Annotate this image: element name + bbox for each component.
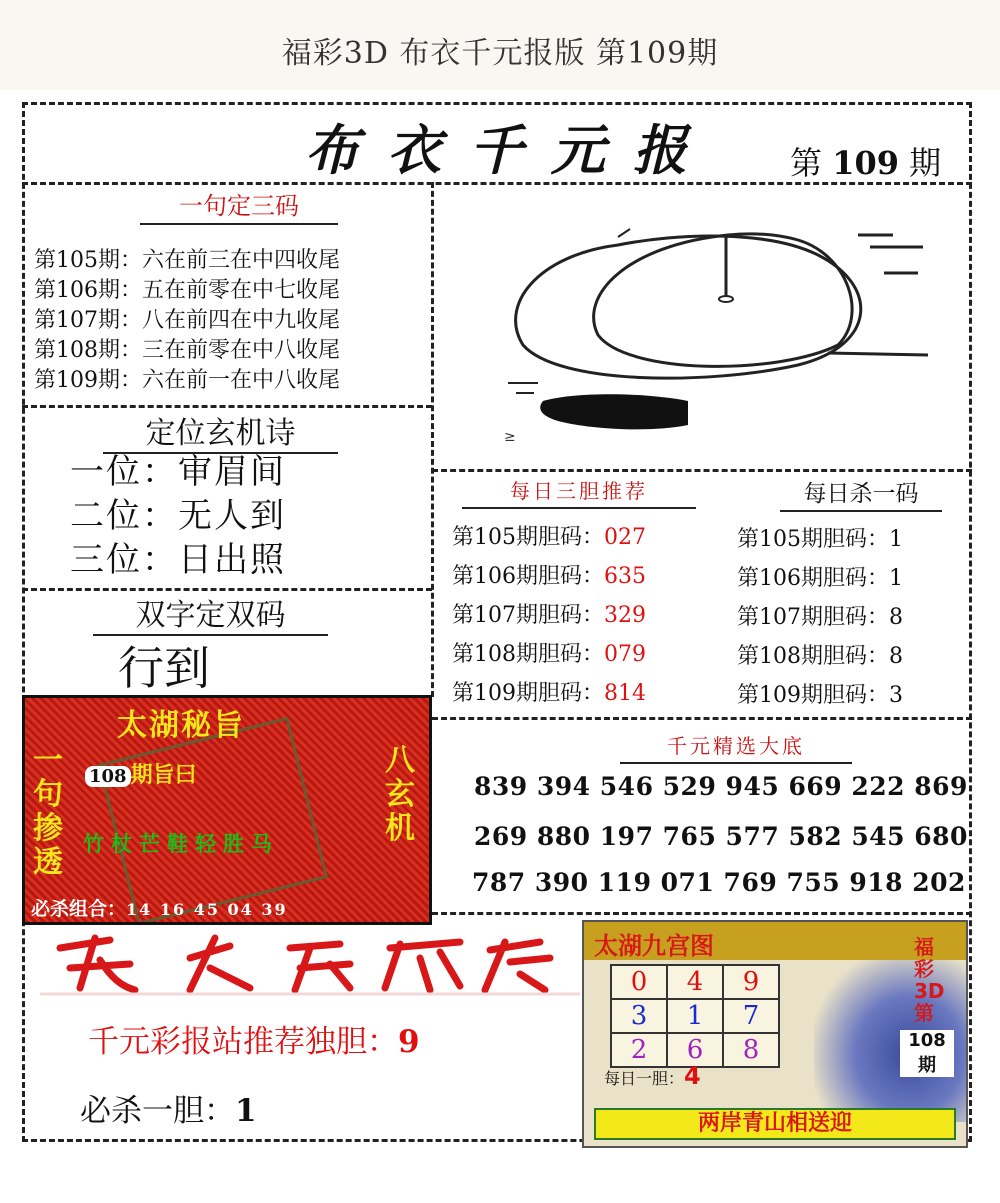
base-row: 269 880 197 765 577 582 545 680 <box>474 822 968 851</box>
list-item: 第107期：八在前四在中九收尾 <box>34 308 340 333</box>
poem-line: 一位：审眉间 <box>70 452 286 492</box>
kill-one-list <box>737 520 903 715</box>
kill-one-title: 每日杀一码 <box>780 475 942 512</box>
dan-label: 第105期胆码： <box>452 525 604 550</box>
kill-dan-value: 1 <box>235 1093 257 1129</box>
dan-label: 第109期胆码： <box>452 681 604 706</box>
taihu-issue-number: 108 <box>85 766 131 787</box>
taihu-ad <box>22 695 432 925</box>
list-item <box>452 557 646 596</box>
grid-cell: 8 <box>723 1033 779 1067</box>
dan-value: 027 <box>604 525 646 550</box>
list-item <box>452 674 646 713</box>
list-item: 第109期胆码：3 <box>737 683 903 708</box>
dan-value: 814 <box>604 681 646 706</box>
nine-grid-title: 太湖九宫图 <box>594 932 714 960</box>
list-item: 第106期：五在前零在中七收尾 <box>34 278 340 303</box>
kill-dan-label: 必杀一胆： <box>80 1093 235 1129</box>
poem-line: 三位：日出照 <box>70 540 286 580</box>
issue-prefix: 第 <box>790 144 823 182</box>
taihu-issue-suffix: 期旨曰 <box>130 762 197 788</box>
dan-value: 635 <box>604 564 646 589</box>
nine-grid-side-text: 福彩3D第 <box>914 935 945 1025</box>
grid-cell: 0 <box>611 965 667 999</box>
list-item: 第109期：六在前一在中八收尾 <box>34 368 340 393</box>
recommend-value: 9 <box>398 1024 420 1060</box>
grid-cell: 6 <box>667 1033 723 1067</box>
grid-cell: 7 <box>723 999 779 1033</box>
nine-grid-ad <box>582 920 968 1148</box>
recommend-line <box>88 1016 420 1061</box>
list-item <box>452 518 646 557</box>
grid-cell: 9 <box>723 965 779 999</box>
calligraphy-banner <box>40 928 580 998</box>
page-title: 福彩3D 布衣千元报版 第109期 <box>281 36 719 71</box>
base-row: 787 390 119 071 769 755 918 202 <box>472 868 966 897</box>
dan-label: 第107期胆码： <box>452 603 604 628</box>
list-item: 第105期：六在前三在中四收尾 <box>34 248 340 273</box>
divider-left-column <box>431 182 434 697</box>
double-char-title: 双字定双码 <box>93 590 328 636</box>
dan-value: 329 <box>604 603 646 628</box>
one-sentence-list <box>34 246 340 396</box>
grid-cell: 4 <box>667 965 723 999</box>
grid-cell: 2 <box>611 1033 667 1067</box>
list-item: 第106期胆码：1 <box>737 566 903 591</box>
three-dan-list <box>452 518 646 713</box>
base-row: 839 394 546 529 945 669 222 869 <box>474 772 968 801</box>
recommend-label: 千元彩报站推荐独胆： <box>88 1024 398 1060</box>
grid-cell: 3 <box>611 999 667 1033</box>
masthead-logo: 布衣千元报 <box>305 118 715 182</box>
poem-title: 定位玄机诗 <box>103 408 338 454</box>
taihu-title: 太湖秘旨 <box>117 708 245 743</box>
grid-cell: 1 <box>667 999 723 1033</box>
taihu-issue <box>85 758 197 789</box>
nine-grid-issue: 108期 <box>900 1030 954 1077</box>
divider-image <box>432 469 972 472</box>
base-title: 千元精选大底 <box>620 730 852 764</box>
daily-value: 4 <box>684 1062 701 1090</box>
divider-dan <box>432 717 972 720</box>
grid-row <box>611 999 779 1033</box>
taihu-kill-label: 必杀组合： <box>31 898 127 920</box>
poem-lines <box>70 450 286 582</box>
double-char-value: 行到 <box>118 641 210 695</box>
list-item: 第108期胆码：8 <box>737 644 903 669</box>
taihu-right-text: 八玄机 <box>385 743 415 846</box>
riddle-sketch-image <box>498 215 938 455</box>
top-bar <box>0 0 1000 90</box>
nine-grid-banner: 两岸青山相送迎 <box>594 1108 956 1140</box>
dan-value: 079 <box>604 642 646 667</box>
nine-grid-table <box>610 964 780 1068</box>
divider-base <box>432 912 972 915</box>
grid-row <box>611 965 779 999</box>
taihu-kill <box>31 894 288 921</box>
taihu-kill-numbers: 14 16 45 04 39 <box>126 900 288 919</box>
list-item: 第107期胆码：8 <box>737 605 903 630</box>
list-item <box>452 635 646 674</box>
issue-suffix: 期 <box>909 144 942 182</box>
daily-label: 每日一胆： <box>604 1069 685 1088</box>
poem-line: 二位：无人到 <box>70 496 286 536</box>
issue-number: 109 <box>832 144 899 182</box>
one-sentence-title: 一句定三码 <box>140 186 338 225</box>
taihu-phrase: 竹杖芒鞋轻胜马 <box>83 832 279 856</box>
dan-label: 第106期胆码： <box>452 564 604 589</box>
three-dan-title: 每日三胆推荐 <box>462 475 696 509</box>
nine-grid-daily <box>604 1062 701 1090</box>
svg-text:≥: ≥ <box>504 429 516 445</box>
list-item <box>452 596 646 635</box>
masthead-issue <box>790 138 941 184</box>
taihu-left-text: 一句掺透 <box>33 743 63 880</box>
dan-label: 第108期胆码： <box>452 642 604 667</box>
list-item: 第105期胆码：1 <box>737 527 903 552</box>
kill-dan-line <box>80 1085 257 1130</box>
list-item: 第108期：三在前零在中八收尾 <box>34 338 340 363</box>
